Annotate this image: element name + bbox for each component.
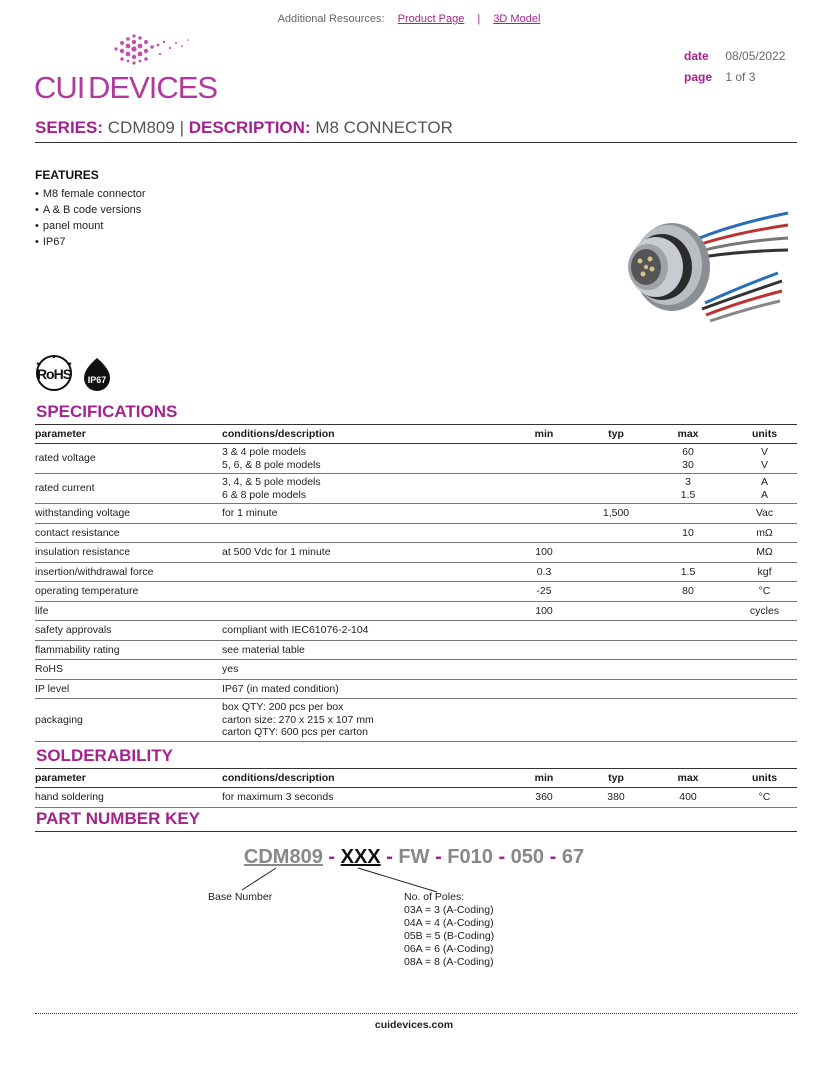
features-title: FEATURES xyxy=(35,168,99,182)
table-row xyxy=(35,504,797,524)
cell-typ xyxy=(588,562,644,582)
cell-parameter: operating temperature xyxy=(35,582,222,602)
cell-parameter: packaging xyxy=(35,699,222,742)
header-parameter: parameter xyxy=(35,425,222,444)
cell-max xyxy=(644,601,732,621)
solderability-table xyxy=(35,768,797,808)
cell-max xyxy=(644,504,732,524)
logo-dots-icon xyxy=(34,30,218,105)
cell-max: 400 xyxy=(644,788,732,808)
pn-variable: XXX xyxy=(340,846,381,868)
cell-units xyxy=(732,699,797,742)
cell-parameter: rated current xyxy=(35,474,222,504)
cell-conditions xyxy=(222,601,500,621)
cell-max: 1.5 xyxy=(644,562,732,582)
cell-typ: 380 xyxy=(588,788,644,808)
cell-typ xyxy=(588,621,644,641)
cell-units: Vac xyxy=(732,504,797,524)
pn-suffix-1: FW xyxy=(398,846,430,868)
description-label: DESCRIPTION: xyxy=(188,118,311,137)
table-row xyxy=(35,474,797,504)
cell-units xyxy=(732,679,797,699)
series-divider: | xyxy=(179,118,185,137)
cell-conditions: 3 & 4 pole models 5, 6, & 8 pole models xyxy=(222,444,500,474)
cell-typ xyxy=(588,640,644,660)
cell-units: mΩ xyxy=(732,523,797,543)
cell-min xyxy=(500,474,588,504)
cell-units: MΩ xyxy=(732,543,797,563)
m8-connector-image xyxy=(610,205,790,330)
cell-conditions xyxy=(222,523,500,543)
logo-cu: CUI xyxy=(34,70,85,105)
pn-suffix-3: 050 xyxy=(510,846,545,868)
product-image xyxy=(610,205,790,335)
table-row xyxy=(35,543,797,563)
cell-max xyxy=(644,640,732,660)
cell-min xyxy=(500,504,588,524)
cell-min: 0.3 xyxy=(500,562,588,582)
pn-suffix-4: 67 xyxy=(561,846,585,868)
header-min: min xyxy=(500,769,588,788)
series-value: CDM809 xyxy=(107,118,175,137)
part-number-key-divider xyxy=(35,831,797,832)
cell-parameter: withstanding voltage xyxy=(35,504,222,524)
cell-typ xyxy=(588,699,644,742)
cell-conditions xyxy=(222,562,500,582)
cell-conditions: yes xyxy=(222,660,500,680)
pole-option: 08A = 8 (A-Coding) xyxy=(404,956,494,968)
document-meta xyxy=(684,46,785,88)
pole-option: 05B = 5 (B-Coding) xyxy=(404,930,495,942)
cell-conditions: IP67 (in mated condition) xyxy=(222,679,500,699)
pole-option: 03A = 3 (A-Coding) xyxy=(404,904,494,916)
cell-parameter: safety approvals xyxy=(35,621,222,641)
rohs-badge-icon xyxy=(37,355,72,390)
cell-max xyxy=(644,679,732,699)
page-value: 1 of 3 xyxy=(725,70,756,84)
pole-option: 04A = 4 (A-Coding) xyxy=(404,917,494,929)
cell-units: °C xyxy=(732,788,797,808)
feature-item: • IP67 xyxy=(35,234,146,250)
cell-min xyxy=(500,640,588,660)
header-typ: typ xyxy=(588,769,644,788)
compliance-badges xyxy=(34,355,114,396)
logo-devices: DEVICES xyxy=(88,70,218,105)
feature-item: • panel mount xyxy=(35,218,146,234)
part-number-string: CDM809 - XXX - FW - F010 - 050 - 67 xyxy=(243,846,585,868)
cell-conditions: 3, 4, & 5 pole models 6 & 8 pole models xyxy=(222,474,500,504)
ip67-badge-icon xyxy=(84,358,110,391)
header-units: units xyxy=(732,769,797,788)
cell-min: 100 xyxy=(500,543,588,563)
cell-min: 360 xyxy=(500,788,588,808)
cell-conditions: box QTY: 200 pcs per box carton size: 270 x 215 x 107 mm carton QTY: 600 pcs per carton xyxy=(222,699,500,742)
cell-typ xyxy=(588,474,644,504)
table-row xyxy=(35,640,797,660)
cell-max: 3 1.5 xyxy=(644,474,732,504)
cell-max xyxy=(644,621,732,641)
additional-resources xyxy=(0,13,828,25)
cell-max: 10 xyxy=(644,523,732,543)
cell-min xyxy=(500,444,588,474)
cell-parameter: flammability rating xyxy=(35,640,222,660)
header-units: units xyxy=(732,425,797,444)
cell-min xyxy=(500,523,588,543)
title-divider xyxy=(35,142,797,143)
cell-typ: 1,500 xyxy=(588,504,644,524)
cell-typ xyxy=(588,679,644,699)
cell-units: V V xyxy=(732,444,797,474)
cell-parameter: rated voltage xyxy=(35,444,222,474)
cell-parameter: RoHS xyxy=(35,660,222,680)
cell-typ xyxy=(588,582,644,602)
pn-suffix-2: F010 xyxy=(447,846,493,868)
cell-parameter: IP level xyxy=(35,679,222,699)
cell-conditions xyxy=(222,582,500,602)
cell-conditions: see material table xyxy=(222,640,500,660)
resources-label: Additional Resources: xyxy=(277,13,385,25)
cell-parameter: life xyxy=(35,601,222,621)
header-conditions: conditions/description xyxy=(222,425,500,444)
footer-divider xyxy=(35,1013,797,1014)
cell-typ xyxy=(588,601,644,621)
cell-conditions: at 500 Vdc for 1 minute xyxy=(222,543,500,563)
header-max: max xyxy=(644,425,732,444)
cell-min xyxy=(500,660,588,680)
cell-typ xyxy=(588,444,644,474)
table-row xyxy=(35,562,797,582)
header-min: min xyxy=(500,425,588,444)
solderability-title: SOLDERABILITY xyxy=(36,746,173,765)
specifications-table xyxy=(35,424,797,742)
table-row xyxy=(35,788,797,808)
header-typ: typ xyxy=(588,425,644,444)
ip67-badge-label: IP67 xyxy=(87,375,107,385)
link-separator: | xyxy=(477,13,481,25)
cell-parameter: contact resistance xyxy=(35,523,222,543)
pn-base: CDM809 xyxy=(243,846,323,868)
table-row xyxy=(35,582,797,602)
cell-parameter: insulation resistance xyxy=(35,543,222,563)
footer-url: cuidevices.com xyxy=(374,1019,454,1031)
header-parameter: parameter xyxy=(35,769,222,788)
features-section xyxy=(35,168,146,250)
cell-typ xyxy=(588,543,644,563)
page-label: page xyxy=(684,70,713,84)
cell-min: 100 xyxy=(500,601,588,621)
poles-note xyxy=(404,891,494,969)
date-label: date xyxy=(684,49,709,63)
3d-model-link[interactable]: 3D Model xyxy=(493,13,541,25)
cell-units xyxy=(732,640,797,660)
cell-max xyxy=(644,660,732,680)
base-number-label: Base Number xyxy=(208,891,273,903)
description-value: M8 CONNECTOR xyxy=(315,118,453,137)
specifications-title: SPECIFICATIONS xyxy=(36,402,178,421)
table-row xyxy=(35,601,797,621)
cell-units: °C xyxy=(732,582,797,602)
cell-max xyxy=(644,699,732,742)
cell-units: cycles xyxy=(732,601,797,621)
cell-max xyxy=(644,543,732,563)
cell-min: -25 xyxy=(500,582,588,602)
feature-item: • A & B code versions xyxy=(35,202,146,218)
cell-parameter: hand soldering xyxy=(35,788,222,808)
product-page-link[interactable]: Product Page xyxy=(397,13,465,25)
cell-max: 60 30 xyxy=(644,444,732,474)
cell-max: 80 xyxy=(644,582,732,602)
series-title xyxy=(35,118,453,138)
series-label: SERIES: xyxy=(35,118,104,137)
rohs-badge-label: RoHS xyxy=(36,366,72,382)
cell-parameter: insertion/withdrawal force xyxy=(35,562,222,582)
cell-typ xyxy=(588,523,644,543)
cell-conditions: for maximum 3 seconds xyxy=(222,788,500,808)
cui-devices-logo xyxy=(34,30,218,107)
table-row xyxy=(35,523,797,543)
cell-min xyxy=(500,699,588,742)
table-row xyxy=(35,621,797,641)
cell-units: kgf xyxy=(732,562,797,582)
table-row xyxy=(35,679,797,699)
cell-units: A A xyxy=(732,474,797,504)
table-row xyxy=(35,660,797,680)
cell-units xyxy=(732,660,797,680)
header-conditions: conditions/description xyxy=(222,769,500,788)
header-max: max xyxy=(644,769,732,788)
cell-conditions: compliant with IEC61076-2-104 xyxy=(222,621,500,641)
cell-typ xyxy=(588,660,644,680)
poles-title: No. of Poles: xyxy=(404,891,465,903)
cell-units xyxy=(732,621,797,641)
date-value: 08/05/2022 xyxy=(725,49,786,63)
table-row xyxy=(35,699,797,742)
feature-item: • M8 female connector xyxy=(35,186,146,202)
cell-min xyxy=(500,679,588,699)
table-row xyxy=(35,444,797,474)
cell-conditions: for 1 minute xyxy=(222,504,500,524)
cell-min xyxy=(500,621,588,641)
pole-option: 06A = 6 (A-Coding) xyxy=(404,943,494,955)
part-number-key-title: PART NUMBER KEY xyxy=(36,809,201,828)
